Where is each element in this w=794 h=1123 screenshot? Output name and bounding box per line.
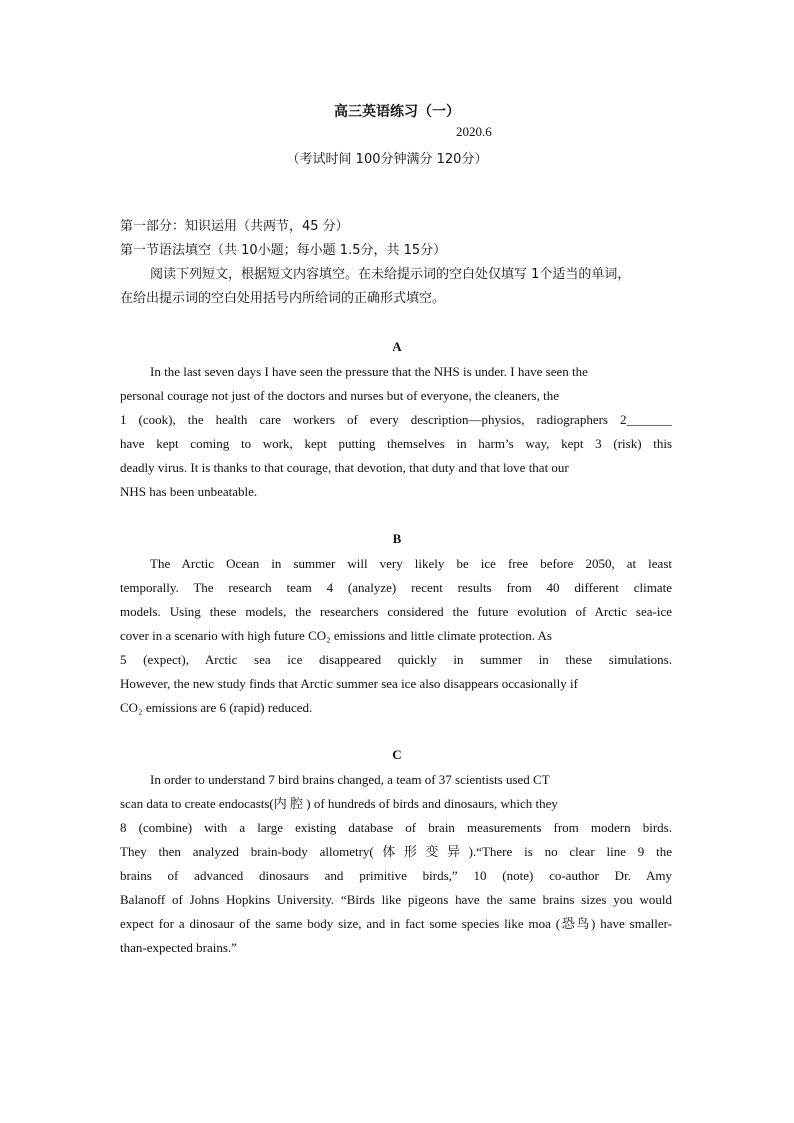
text-line: than-expected brains.” <box>120 940 237 955</box>
text-line: The Arctic Ocean in summer will very likely be ice free before 2050, at least <box>150 556 672 571</box>
exam-date: 2020.6 <box>456 124 492 139</box>
page-title: 高三英语练习（一） <box>334 104 460 120</box>
text-line: NHS has been unbeatable. <box>120 484 258 499</box>
text-line: CO₂ emissions are 6 (rapid) reduced. <box>120 700 313 715</box>
section-heading: 第一节语法填空（共 10小题；每小题 1.5分，共 15分） <box>120 243 447 258</box>
passage-c-heading: C <box>392 747 402 762</box>
text-line: brains of advanced dinosaurs and primitive birds,” 10 (note) co-author Dr. Amy <box>120 868 672 883</box>
text-line: deadly virus. It is thanks to that courage, that devotion, that duty and that love that our <box>120 460 569 475</box>
text-line: In order to understand 7 bird brains changed, a team of 37 scientists used CT <box>150 772 550 787</box>
text-line: temporally. The research team 4 (analyze) recent results from 40 different climate <box>120 580 672 595</box>
text-line: They then analyzed brain-body allometry(体形变异).“There is no clear line 9 the <box>120 844 672 859</box>
instructions <box>120 215 672 311</box>
text-line: 1 (cook), the health care workers of every description—physios, radiographers 2_______ <box>120 412 672 427</box>
passage-c <box>120 768 672 960</box>
instruction-line: 在给出提示词的空白处用括号内所给词的正确形式填空。 <box>120 291 446 306</box>
text-line: cover in a scenario with high future CO₂ emissions and little climate protection. As <box>120 628 552 643</box>
passage-a <box>120 360 672 504</box>
text-line: 8 (combine) with a large existing database of brain measurements from modern birds. <box>120 820 672 835</box>
text-line: scan data to create endocasts(内 腔 ) of hundreds of birds and dinosaurs, which they <box>120 796 558 811</box>
text-line: In the last seven days I have seen the pressure that the NHS is under. I have seen the <box>150 364 588 379</box>
text-line: models. Using these models, the researchers considered the future evolution of Arctic sea-ice <box>120 604 672 619</box>
text-line: expect for a dinosaur of the same body size, and in fact some species like moa (恐鸟) have smaller- <box>120 916 672 931</box>
text-line: 5 (expect), Arctic sea ice disappeared quickly in summer in these simulations. <box>120 652 672 667</box>
text-line: However, the new study finds that Arctic summer sea ice also disappears occasionally if <box>120 676 578 691</box>
text-line: have kept coming to work, kept putting themselves in harm’s way, kept 3 (risk) this <box>120 436 672 451</box>
passage-a-heading: A <box>392 339 402 354</box>
text-line: personal courage not just of the doctors and nurses but of everyone, the cleaners, the <box>120 388 559 403</box>
passage-b <box>120 552 672 720</box>
part-heading: 第一部分：知识运用（共两节，45 分） <box>120 219 349 234</box>
instruction-line: 阅读下列短文，根据短文内容填空。在未给提示词的空白处仅填写 1个适当的单词， <box>150 267 631 282</box>
passage-b-heading: B <box>392 531 402 546</box>
exam-info: （考试时间 100分钟满分 120分） <box>286 152 488 167</box>
text-line: Balanoff of Johns Hopkins University. “Birds like pigeons have the same brains sizes you would <box>120 892 672 907</box>
